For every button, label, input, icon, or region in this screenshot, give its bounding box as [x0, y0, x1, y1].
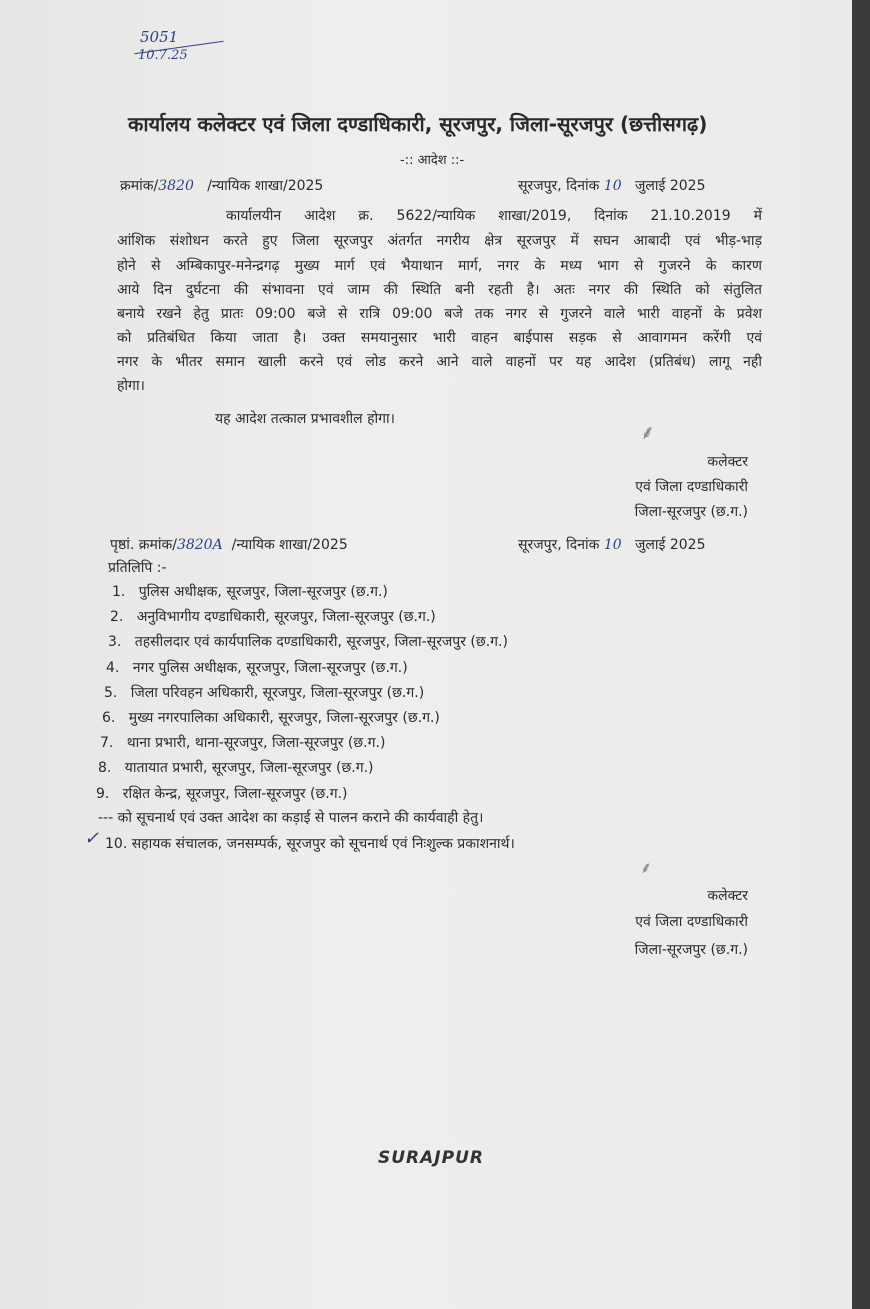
recipient-text: पुलिस अधीक्षक, सूरजपुर, जिला-सूरजपुर (छ.ग.): [138, 584, 388, 600]
endorsement-number: 3820A: [176, 537, 223, 553]
recipient-number: 4.: [106, 659, 120, 676]
recipient-number: 6.: [102, 710, 116, 726]
inward-number: 5051: [140, 28, 179, 46]
effective-statement: यह आदेश तत्काल प्रभावशील होगा।: [215, 411, 395, 427]
date-month-year: जुलाई 2025: [635, 178, 706, 194]
action-note: --- को सूचनार्थ एवं उक्त आदेश का कड़ाई से पालन कराने की कार्यवाही हेतु।: [98, 810, 484, 826]
endorsement-reference: [110, 535, 348, 554]
date-label: सूरजपुर, दिनांक: [518, 178, 600, 194]
recipient-text: रक्षित केन्द्र, सूरजपुर, जिला-सूरजपुर (छ.ग.): [122, 785, 348, 802]
ref-number: 3820: [158, 178, 194, 194]
recipient-item: [102, 708, 440, 727]
signature-title: कलेक्टर: [707, 888, 748, 904]
signature-designation: एवं जिला दण्डाधिकारी: [635, 914, 748, 930]
signature-scribble: ⸙: [640, 420, 655, 444]
recipient-text: तहसीलदार एवं कार्यपालिक दण्डाधिकारी, सूरजपुर, जिला-सूरजपुर (छ.ग.): [134, 634, 508, 651]
copy-label: प्रतिलिपि :-: [108, 560, 167, 576]
order-heading: -:: आदेश ::-: [400, 153, 465, 168]
recipient-item: [100, 733, 385, 752]
ref-suffix: /न्यायिक शाखा/2025: [207, 178, 324, 194]
recipient-item-10: 10. सहायक संचालक, जनसम्पर्क, सूरजपुर को सूचनार्थ एवं निःशुल्क प्रकाशनार्थ।: [105, 836, 515, 852]
date-month-year: जुलाई 2025: [635, 537, 706, 553]
order-reference: [120, 176, 323, 195]
signature-district: जिला-सूरजपुर (छ.ग.): [634, 942, 748, 958]
body-line: कार्यालयीन आदेश क्र. 5622/न्यायिक शाखा/2019, दिनांक 21.10.2019 में: [226, 208, 762, 224]
endorsement-prefix: पृष्ठां. क्रमांक/: [110, 537, 177, 553]
body-line: को प्रतिबंधित किया जाता है। उक्त समयानुसार भारी वाहन बाईपास सड़क से आवागमन करेंगी एवं: [117, 330, 762, 346]
recipient-text: नगर पुलिस अधीक्षक, सूरजपुर, जिला-सूरजपुर (छ.ग.): [132, 659, 408, 676]
surajpur-logo: SURAJPUR: [378, 1148, 484, 1168]
body-line: बनाये रखने हेतु प्रातः 09:00 बजे से रात्रि 09:00 बजे तक नगर से गुजरने वाले भारी वाहनों के प्रवेश: [117, 306, 762, 322]
body-line: आये दिन दुर्घटना की संभावना एवं जाम की स्थिति बनी रहती है। अतः नगर की स्थिति को संतुलित: [117, 282, 762, 298]
body-line: आंशिक संशोधन करते हुए जिला सूरजपुर अंतर्गत नगरीय क्षेत्र सूरजपुर में सघन आबादी एवं भीड़-भाड़: [117, 233, 762, 249]
recipient-number: 8.: [98, 760, 112, 777]
date-label: सूरजपुर, दिनांक: [518, 537, 600, 553]
recipient-text: थाना प्रभारी, थाना-सूरजपुर, जिला-सूरजपुर (छ.ग.): [126, 735, 386, 752]
signature-designation: एवं जिला दण्डाधिकारी: [635, 479, 748, 495]
endorsement-suffix: /न्यायिक शाखा/2025: [231, 537, 348, 553]
recipient-number: 1.: [112, 584, 126, 600]
date-day: 10: [603, 178, 622, 194]
recipient-text: मुख्य नगरपालिका अधिकारी, सूरजपुर, जिला-सूरजपुर (छ.ग.): [128, 710, 440, 726]
recipient-text: यातायात प्रभारी, सूरजपुर, जिला-सूरजपुर (छ.ग.): [124, 760, 374, 777]
checkmark-icon: ✓: [84, 828, 100, 849]
recipient-number: 2.: [110, 609, 124, 626]
recipient-item: [112, 582, 388, 601]
endorsement-date: [518, 535, 705, 554]
signature-district: जिला-सूरजपुर (छ.ग.): [634, 504, 748, 520]
recipient-number: 5.: [104, 684, 118, 701]
recipient-item: [108, 632, 508, 651]
recipient-item: [96, 784, 348, 803]
recipient-number: 3.: [108, 634, 122, 651]
body-line: नगर के भीतर समान खाली करने एवं लोड करने आने वाले वाहनों पर यह आदेश (प्रतिबंध) लागू नही: [117, 354, 762, 370]
signature-title: कलेक्टर: [707, 454, 748, 470]
recipient-text: जिला परिवहन अधिकारी, सूरजपुर, जिला-सूरजपुर (छ.ग.): [130, 684, 425, 701]
body-line: होगा।: [117, 378, 145, 394]
recipient-number: 9.: [96, 785, 110, 802]
recipient-item: [110, 607, 436, 626]
recipient-item: [106, 658, 408, 677]
body-line: होने से अम्बिकापुर-मनेन्द्रगढ़ मुख्य मार्ग एवं भैयाथान मार्ग, नगर के मध्य भाग से गुजरने के कारण: [117, 258, 762, 274]
inward-date: 10.7.25: [138, 48, 188, 63]
ref-prefix: क्रमांक/: [120, 178, 159, 194]
recipient-text: अनुविभागीय दण्डाधिकारी, सूरजपुर, जिला-सूरजपुर (छ.ग.): [136, 609, 436, 626]
order-date: [518, 176, 705, 195]
signature-scribble: ⸙: [640, 858, 653, 877]
recipient-item: [104, 683, 424, 702]
date-day: 10: [603, 537, 622, 553]
recipient-number: 7.: [100, 735, 114, 752]
background-edge: [852, 0, 870, 1309]
office-title: कार्यालय कलेक्टर एवं जिला दण्डाधिकारी, सूरजपुर, जिला-सूरजपुर (छत्तीसगढ़): [128, 112, 708, 136]
recipient-item: [98, 758, 374, 777]
